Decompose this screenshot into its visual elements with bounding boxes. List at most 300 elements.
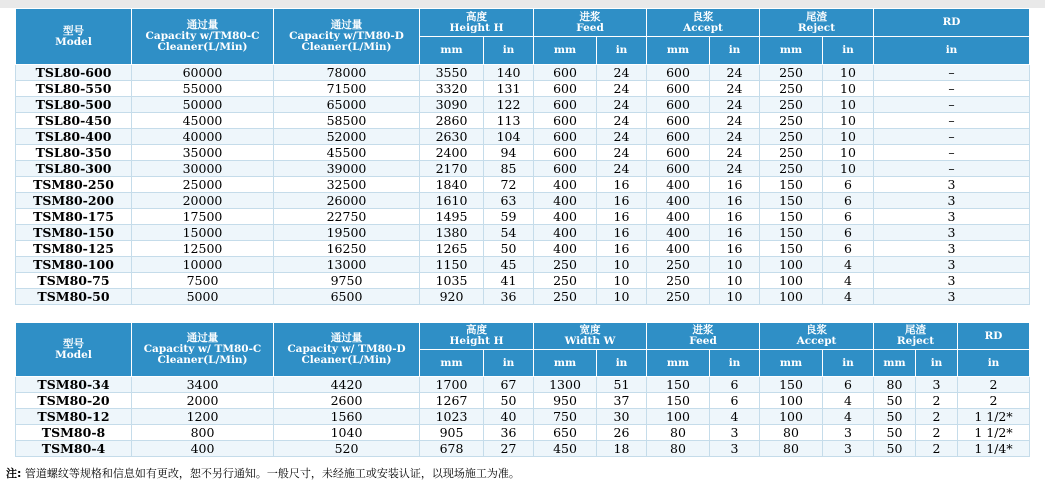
spec-table-small <box>15 322 1030 457</box>
value-cell: 5000 <box>132 289 274 305</box>
model-cell: TSL80-450 <box>16 113 132 129</box>
value-cell: 250 <box>534 289 597 305</box>
value-cell: 122 <box>484 97 534 113</box>
top-strip <box>0 0 1045 8</box>
value-cell: 920 <box>420 289 484 305</box>
value-cell: 16250 <box>274 241 420 257</box>
value-cell: 24 <box>597 81 647 97</box>
value-cell: 600 <box>534 161 597 177</box>
header-width: 宽度 Width W <box>534 323 647 350</box>
value-cell: 600 <box>647 129 710 145</box>
unit-mm: mm <box>874 350 916 377</box>
value-cell: 24 <box>597 129 647 145</box>
value-cell: 16 <box>710 177 760 193</box>
value-cell: 1610 <box>420 193 484 209</box>
value-cell: 131 <box>484 81 534 97</box>
value-cell: 26000 <box>274 193 420 209</box>
unit-in: in <box>484 37 534 65</box>
value-cell: 1840 <box>420 177 484 193</box>
value-cell: 50 <box>874 425 916 441</box>
value-cell: 6 <box>823 225 874 241</box>
value-cell: 65000 <box>274 97 420 113</box>
value-cell: 400 <box>647 177 710 193</box>
value-cell: 800 <box>132 425 274 441</box>
value-cell: 4 <box>823 289 874 305</box>
value-cell: 1200 <box>132 409 274 425</box>
value-cell: 600 <box>647 81 710 97</box>
value-cell: 39000 <box>274 161 420 177</box>
value-cell: 400 <box>534 177 597 193</box>
model-cell: TSM80-175 <box>16 209 132 225</box>
value-cell: 50 <box>874 441 916 457</box>
value-cell: 10 <box>710 257 760 273</box>
value-cell: 10 <box>823 113 874 129</box>
value-cell: 2 <box>958 393 1030 409</box>
value-cell: 20000 <box>132 193 274 209</box>
value-cell: 150 <box>647 393 710 409</box>
value-cell: 400 <box>647 241 710 257</box>
value-cell: 63 <box>484 193 534 209</box>
value-cell: 45500 <box>274 145 420 161</box>
value-cell: 2860 <box>420 113 484 129</box>
value-cell: 17500 <box>132 209 274 225</box>
spec-table-large <box>15 8 1030 305</box>
value-cell: 600 <box>647 97 710 113</box>
value-cell: 520 <box>274 441 420 457</box>
value-cell: 3 <box>823 441 874 457</box>
value-cell: 24 <box>710 161 760 177</box>
unit-in: in <box>874 37 1030 65</box>
value-cell: 140 <box>484 65 534 81</box>
value-cell: 80 <box>760 425 823 441</box>
table-row <box>16 161 1030 177</box>
model-cell: TSM80-34 <box>16 377 132 393</box>
value-cell: 3 <box>874 177 1030 193</box>
value-cell: 1560 <box>274 409 420 425</box>
unit-in: in <box>958 350 1030 377</box>
value-cell: 16 <box>597 241 647 257</box>
value-cell: 250 <box>760 97 823 113</box>
value-cell: 6 <box>823 377 874 393</box>
value-cell: 3 <box>874 273 1030 289</box>
value-cell: 2 <box>916 425 958 441</box>
value-cell: 250 <box>534 273 597 289</box>
value-cell: 2170 <box>420 161 484 177</box>
value-cell: 19500 <box>274 225 420 241</box>
value-cell: 16 <box>597 193 647 209</box>
value-cell: 10 <box>823 81 874 97</box>
value-cell: 35000 <box>132 145 274 161</box>
value-cell: 3 <box>710 425 760 441</box>
table-row <box>16 441 1030 457</box>
unit-in: in <box>597 350 647 377</box>
header-capacity-d: 通过量 Capacity w/TM80-D Cleaner(L/Min) <box>274 9 420 65</box>
value-cell: 250 <box>760 161 823 177</box>
value-cell: – <box>874 145 1030 161</box>
value-cell: 10 <box>710 289 760 305</box>
value-cell: 40 <box>484 409 534 425</box>
value-cell: 50 <box>874 393 916 409</box>
model-cell: TSM80-150 <box>16 225 132 241</box>
value-cell: 2630 <box>420 129 484 145</box>
value-cell: 400 <box>647 193 710 209</box>
header-feed: 进浆 Feed <box>647 323 760 350</box>
table-row <box>16 209 1030 225</box>
value-cell: 24 <box>597 145 647 161</box>
footnote-text: 管道螺纹等规格和信息如有更改，恕不另行通知。一般尺寸，未经施工或安装认证，以现场施工为准。 <box>21 467 520 480</box>
value-cell: 2 <box>916 441 958 457</box>
value-cell: 50000 <box>132 97 274 113</box>
value-cell: 10 <box>597 273 647 289</box>
value-cell: 250 <box>760 113 823 129</box>
value-cell: 22750 <box>274 209 420 225</box>
header-capacity-d: 通过量 Capacity w/ TM80-D Cleaner(L/Min) <box>274 323 420 377</box>
model-cell: TSM80-8 <box>16 425 132 441</box>
value-cell: 25000 <box>132 177 274 193</box>
value-cell: 100 <box>760 289 823 305</box>
model-cell: TSM80-4 <box>16 441 132 457</box>
value-cell: 150 <box>760 241 823 257</box>
value-cell: 4 <box>823 393 874 409</box>
value-cell: 250 <box>647 257 710 273</box>
header-height: 高度 Height H <box>420 323 534 350</box>
table-row <box>16 377 1030 393</box>
unit-in: in <box>710 37 760 65</box>
value-cell: 450 <box>534 441 597 457</box>
value-cell: 100 <box>647 409 710 425</box>
table-row <box>16 97 1030 113</box>
value-cell: – <box>874 81 1030 97</box>
value-cell: 4 <box>823 409 874 425</box>
model-cell: TSL80-500 <box>16 97 132 113</box>
value-cell: 10 <box>597 257 647 273</box>
table-row <box>16 113 1030 129</box>
value-cell: 41 <box>484 273 534 289</box>
value-cell: 250 <box>760 129 823 145</box>
value-cell: 2 <box>958 377 1030 393</box>
model-cell: TSM80-20 <box>16 393 132 409</box>
table-row <box>16 257 1030 273</box>
value-cell: 54 <box>484 225 534 241</box>
model-cell: TSM80-12 <box>16 409 132 425</box>
value-cell: 32500 <box>274 177 420 193</box>
value-cell: 10 <box>710 273 760 289</box>
value-cell: 1495 <box>420 209 484 225</box>
value-cell: 100 <box>760 409 823 425</box>
value-cell: 24 <box>710 129 760 145</box>
value-cell: 1700 <box>420 377 484 393</box>
value-cell: 600 <box>534 145 597 161</box>
header-reject: 尾渣 Reject <box>760 9 874 37</box>
value-cell: 2400 <box>420 145 484 161</box>
value-cell: 16 <box>710 241 760 257</box>
table-row <box>16 177 1030 193</box>
value-cell: 16 <box>710 193 760 209</box>
value-cell: 24 <box>710 97 760 113</box>
value-cell: 24 <box>710 113 760 129</box>
value-cell: 6 <box>710 393 760 409</box>
value-cell: – <box>874 161 1030 177</box>
value-cell: 13000 <box>274 257 420 273</box>
value-cell: 67 <box>484 377 534 393</box>
value-cell: 24 <box>597 97 647 113</box>
value-cell: 1040 <box>274 425 420 441</box>
unit-in: in <box>710 350 760 377</box>
header-accept: 良浆 Accept <box>760 323 874 350</box>
value-cell: 50 <box>874 409 916 425</box>
header-capacity-c: 通过量 Capacity w/TM80-C Cleaner(L/Min) <box>132 9 274 65</box>
value-cell: 650 <box>534 425 597 441</box>
value-cell: 24 <box>597 161 647 177</box>
unit-mm: mm <box>760 37 823 65</box>
value-cell: 150 <box>760 225 823 241</box>
header-capacity-c: 通过量 Capacity w/ TM80-C Cleaner(L/Min) <box>132 323 274 377</box>
unit-in: in <box>823 350 874 377</box>
value-cell: 905 <box>420 425 484 441</box>
value-cell: 600 <box>647 161 710 177</box>
table-row <box>16 241 1030 257</box>
value-cell: 3 <box>874 257 1030 273</box>
unit-mm: mm <box>647 37 710 65</box>
footnote <box>6 465 520 481</box>
value-cell: 3090 <box>420 97 484 113</box>
value-cell: – <box>874 129 1030 145</box>
value-cell: 94 <box>484 145 534 161</box>
value-cell: 3 <box>874 241 1030 257</box>
value-cell: 400 <box>647 209 710 225</box>
value-cell: 16 <box>597 209 647 225</box>
value-cell: 600 <box>534 65 597 81</box>
value-cell: 18 <box>597 441 647 457</box>
value-cell: 24 <box>710 65 760 81</box>
value-cell: 150 <box>647 377 710 393</box>
model-cell: TSM80-250 <box>16 177 132 193</box>
unit-in: in <box>484 350 534 377</box>
value-cell: 6 <box>823 193 874 209</box>
value-cell: 4 <box>823 257 874 273</box>
value-cell: 1300 <box>534 377 597 393</box>
value-cell: 100 <box>760 257 823 273</box>
value-cell: 6 <box>710 377 760 393</box>
unit-mm: mm <box>534 37 597 65</box>
footnote-label: 注: <box>6 467 22 480</box>
value-cell: 400 <box>534 225 597 241</box>
value-cell: 2 <box>916 409 958 425</box>
value-cell: 1 1/2* <box>958 409 1030 425</box>
value-cell: 1265 <box>420 241 484 257</box>
header-reject: 尾渣 Reject <box>874 323 958 350</box>
value-cell: 250 <box>647 273 710 289</box>
value-cell: 100 <box>760 273 823 289</box>
value-cell: 3 <box>874 209 1030 225</box>
model-cell: TSM80-75 <box>16 273 132 289</box>
value-cell: 15000 <box>132 225 274 241</box>
value-cell: 3550 <box>420 65 484 81</box>
value-cell: 3400 <box>132 377 274 393</box>
value-cell: 24 <box>597 113 647 129</box>
unit-mm: mm <box>534 350 597 377</box>
table-row <box>16 289 1030 305</box>
value-cell: 3320 <box>420 81 484 97</box>
table-row <box>16 145 1030 161</box>
value-cell: 6500 <box>274 289 420 305</box>
value-cell: 26 <box>597 425 647 441</box>
value-cell: 24 <box>710 145 760 161</box>
value-cell: 80 <box>874 377 916 393</box>
value-cell: 30000 <box>132 161 274 177</box>
header-rd: RD <box>874 9 1030 37</box>
value-cell: 58500 <box>274 113 420 129</box>
value-cell: 4 <box>710 409 760 425</box>
table-row <box>16 129 1030 145</box>
value-cell: 7500 <box>132 273 274 289</box>
header-accept: 良浆 Accept <box>647 9 760 37</box>
table-row <box>16 225 1030 241</box>
value-cell: 400 <box>534 241 597 257</box>
value-cell: 250 <box>760 65 823 81</box>
value-cell: 1267 <box>420 393 484 409</box>
value-cell: 150 <box>760 193 823 209</box>
value-cell: 55000 <box>132 81 274 97</box>
value-cell: 4 <box>823 273 874 289</box>
unit-mm: mm <box>420 37 484 65</box>
value-cell: 150 <box>760 177 823 193</box>
model-cell: TSL80-350 <box>16 145 132 161</box>
value-cell: 10000 <box>132 257 274 273</box>
value-cell: 3 <box>710 441 760 457</box>
value-cell: 4420 <box>274 377 420 393</box>
value-cell: 600 <box>647 145 710 161</box>
value-cell: 3 <box>874 289 1030 305</box>
value-cell: 1 1/4* <box>958 441 1030 457</box>
value-cell: 150 <box>760 209 823 225</box>
model-cell: TSL80-600 <box>16 65 132 81</box>
unit-in: in <box>916 350 958 377</box>
value-cell: 113 <box>484 113 534 129</box>
value-cell: 100 <box>760 393 823 409</box>
value-cell: 45 <box>484 257 534 273</box>
table-row <box>16 425 1030 441</box>
value-cell: 6 <box>823 209 874 225</box>
unit-mm: mm <box>647 350 710 377</box>
value-cell: – <box>874 65 1030 81</box>
header-model: 型号 Model <box>16 9 132 65</box>
value-cell: 10 <box>823 97 874 113</box>
value-cell: 600 <box>534 97 597 113</box>
table-row <box>16 65 1030 81</box>
unit-in: in <box>597 37 647 65</box>
value-cell: 750 <box>534 409 597 425</box>
value-cell: 72 <box>484 177 534 193</box>
value-cell: 51 <box>597 377 647 393</box>
value-cell: 400 <box>647 225 710 241</box>
unit-mm: mm <box>420 350 484 377</box>
value-cell: 80 <box>647 441 710 457</box>
model-cell: TSL80-300 <box>16 161 132 177</box>
value-cell: 52000 <box>274 129 420 145</box>
value-cell: 250 <box>760 81 823 97</box>
value-cell: 10 <box>823 161 874 177</box>
header-rd: RD <box>958 323 1030 350</box>
value-cell: 400 <box>534 193 597 209</box>
model-cell: TSL80-550 <box>16 81 132 97</box>
value-cell: 3 <box>874 225 1030 241</box>
value-cell: 1150 <box>420 257 484 273</box>
value-cell: 50 <box>484 241 534 257</box>
value-cell: 1023 <box>420 409 484 425</box>
value-cell: 16 <box>710 225 760 241</box>
value-cell: 3 <box>916 377 958 393</box>
value-cell: 600 <box>534 81 597 97</box>
value-cell: 80 <box>760 441 823 457</box>
model-cell: TSL80-400 <box>16 129 132 145</box>
value-cell: 10 <box>823 145 874 161</box>
value-cell: 2 <box>916 393 958 409</box>
value-cell: 60000 <box>132 65 274 81</box>
value-cell: 10 <box>597 289 647 305</box>
value-cell: 3 <box>823 425 874 441</box>
value-cell: – <box>874 97 1030 113</box>
value-cell: 16 <box>597 225 647 241</box>
value-cell: 24 <box>597 65 647 81</box>
value-cell: 16 <box>710 209 760 225</box>
value-cell: 678 <box>420 441 484 457</box>
value-cell: 3 <box>874 193 1030 209</box>
table-row <box>16 273 1030 289</box>
value-cell: 27 <box>484 441 534 457</box>
value-cell: 150 <box>760 377 823 393</box>
value-cell: 85 <box>484 161 534 177</box>
value-cell: 600 <box>647 113 710 129</box>
value-cell: 400 <box>132 441 274 457</box>
value-cell: 400 <box>534 209 597 225</box>
value-cell: 10 <box>823 65 874 81</box>
model-cell: TSM80-50 <box>16 289 132 305</box>
value-cell: 50 <box>484 393 534 409</box>
unit-in: in <box>823 37 874 65</box>
value-cell: – <box>874 113 1030 129</box>
value-cell: 12500 <box>132 241 274 257</box>
value-cell: 1380 <box>420 225 484 241</box>
table-row <box>16 193 1030 209</box>
value-cell: 250 <box>534 257 597 273</box>
value-cell: 40000 <box>132 129 274 145</box>
value-cell: 36 <box>484 425 534 441</box>
value-cell: 36 <box>484 289 534 305</box>
value-cell: 600 <box>534 129 597 145</box>
value-cell: 1035 <box>420 273 484 289</box>
value-cell: 59 <box>484 209 534 225</box>
value-cell: 2000 <box>132 393 274 409</box>
value-cell: 6 <box>823 177 874 193</box>
value-cell: 104 <box>484 129 534 145</box>
model-cell: TSM80-100 <box>16 257 132 273</box>
value-cell: 250 <box>647 289 710 305</box>
value-cell: 950 <box>534 393 597 409</box>
header-model: 型号 Model <box>16 323 132 377</box>
value-cell: 9750 <box>274 273 420 289</box>
value-cell: 2600 <box>274 393 420 409</box>
value-cell: 30 <box>597 409 647 425</box>
value-cell: 37 <box>597 393 647 409</box>
model-cell: TSM80-125 <box>16 241 132 257</box>
table-row <box>16 409 1030 425</box>
header-height: 高度 Height H <box>420 9 534 37</box>
value-cell: 80 <box>647 425 710 441</box>
value-cell: 24 <box>710 81 760 97</box>
value-cell: 1 1/2* <box>958 425 1030 441</box>
value-cell: 600 <box>534 113 597 129</box>
